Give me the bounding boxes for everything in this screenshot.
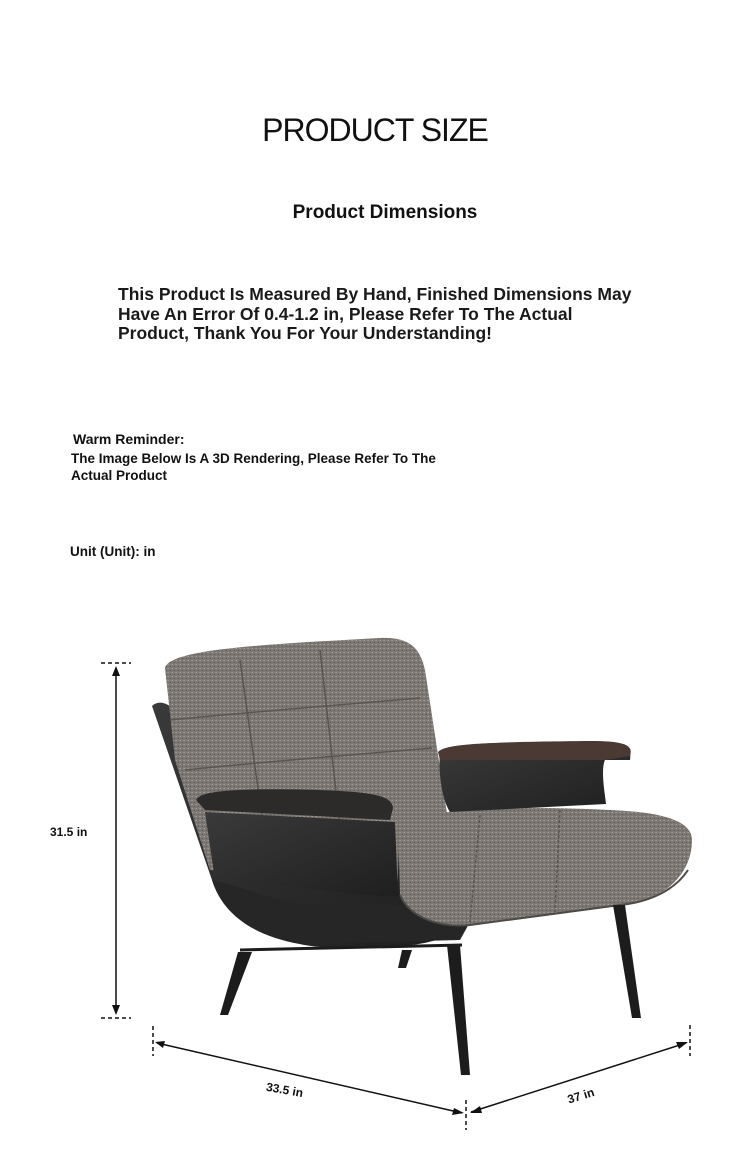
page-title: PRODUCT SIZE xyxy=(262,112,488,148)
unit-label: Unit (Unit): in xyxy=(70,544,156,559)
section-subtitle: Product Dimensions xyxy=(292,202,478,223)
width-dimension xyxy=(153,1026,466,1130)
left-armrest xyxy=(196,789,398,896)
depth-label: 37 in xyxy=(565,1085,597,1107)
seat-cushion xyxy=(398,808,692,926)
measurement-notice: This Product Is Measured By Hand, Finished Dimensions May Have An Error Of 0.4-1.2 in, Please Refer To The Actual Product, Thank You For Your Understanding! xyxy=(118,284,632,343)
width-label: 33.5 in xyxy=(265,1079,305,1101)
height-dimension xyxy=(101,663,131,1018)
reminder-title: Warm Reminder: xyxy=(73,431,185,447)
right-armrest xyxy=(438,741,631,812)
height-label: 31.5 in xyxy=(50,825,88,839)
reminder-body: The Image Below Is A 3D Rendering, Please Refer To The Actual Product xyxy=(71,451,436,483)
chair-dimension-illustration xyxy=(0,600,750,1150)
